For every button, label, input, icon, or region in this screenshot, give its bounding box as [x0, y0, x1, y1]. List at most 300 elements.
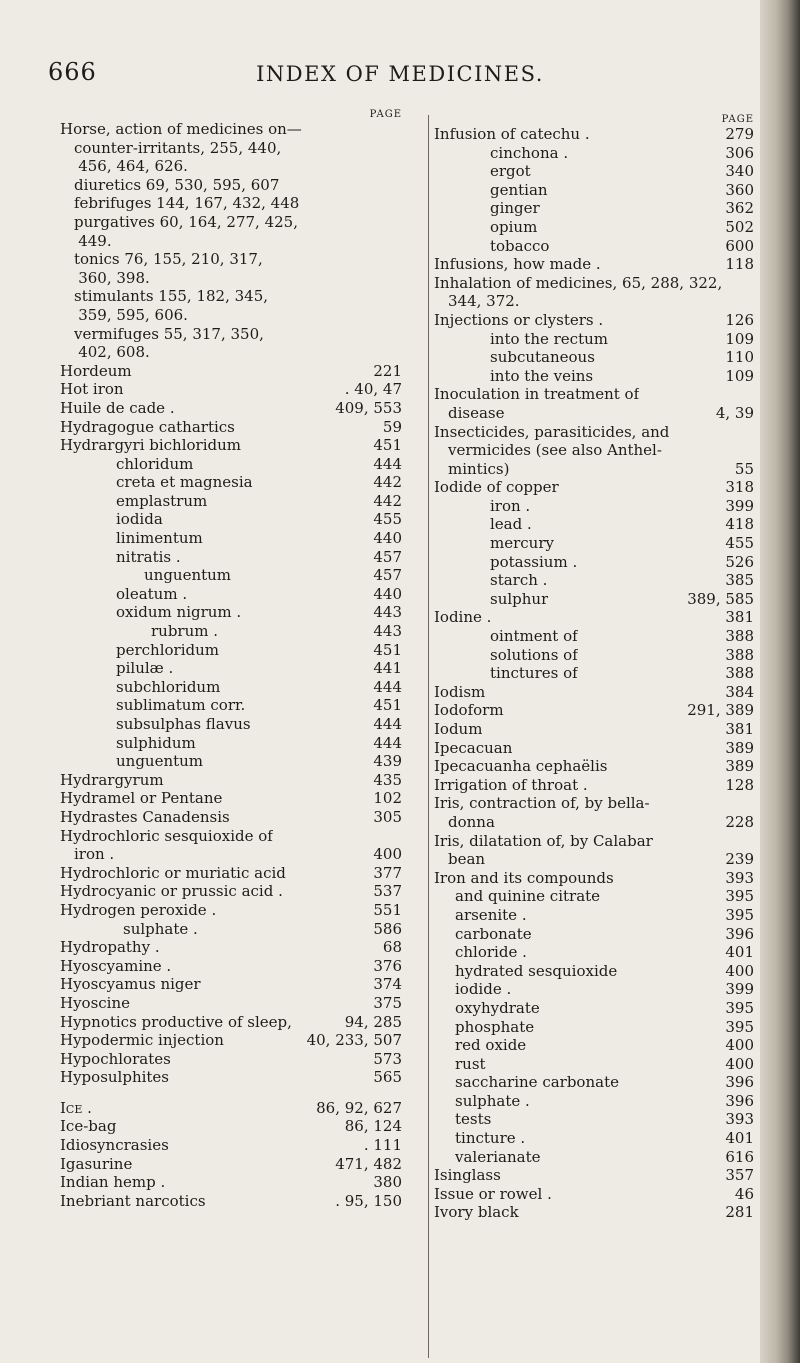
- entry-pages: 374: [373, 975, 402, 994]
- index-entry: [60, 287, 402, 306]
- entry-pages: 444: [373, 677, 402, 696]
- entry-pages: 239: [725, 850, 754, 869]
- entry-term: unguentum: [144, 566, 232, 585]
- entry-pages: 357: [725, 1166, 754, 1185]
- entry-pages: 389: [725, 757, 754, 776]
- entry-pages: 221: [373, 361, 402, 380]
- page-column-label: PAGE: [721, 114, 754, 125]
- entry-term: Iron and its compounds: [434, 868, 614, 887]
- entry-pages: 565: [373, 1068, 402, 1087]
- index-entry: [60, 306, 402, 325]
- entry-pages: 526: [725, 552, 754, 571]
- index-entry: [60, 1173, 402, 1192]
- entry-term: iron .: [490, 496, 531, 515]
- entry-term: Hydrargyri bichloridum: [60, 436, 241, 455]
- entry-pages: 393: [725, 1110, 754, 1129]
- index-entry: [434, 1110, 754, 1129]
- entry-pages: . 40, 47: [344, 380, 402, 399]
- entry-term: Injections or clysters .: [434, 310, 604, 329]
- index-entry: [434, 962, 754, 981]
- index-entry: [60, 994, 402, 1013]
- index-entry: [434, 925, 754, 944]
- index-entry: [434, 125, 754, 144]
- entry-term: and quinine citrate: [455, 887, 601, 906]
- entry-pages: 86, 92, 627: [316, 1098, 402, 1117]
- index-entry: [60, 659, 402, 678]
- entry-pages: . 95, 150: [335, 1191, 402, 1210]
- entry-pages: 102: [373, 789, 402, 808]
- index-entry: [434, 441, 754, 460]
- entry-term: counter-irritants, 255, 440,: [74, 138, 282, 157]
- index-entry: [434, 1129, 754, 1148]
- index-entry: [434, 794, 754, 813]
- entry-pages: 388: [725, 664, 754, 683]
- entry-term: Inoculation in treatment of: [434, 385, 640, 404]
- entry-pages: 396: [725, 1073, 754, 1092]
- entry-term: Ivory black: [434, 1203, 519, 1222]
- entry-pages: 443: [373, 622, 402, 641]
- entry-term: Infusion of catechu .: [434, 125, 590, 143]
- entry-term: Inebriant narcotics: [60, 1191, 206, 1210]
- entry-term: Irrigation of throat .: [434, 775, 588, 794]
- index-entry: [60, 920, 402, 939]
- entry-term: sulphate .: [123, 919, 198, 938]
- index-entry: [60, 882, 402, 901]
- entry-pages: 395: [725, 905, 754, 924]
- index-entries-right: [434, 125, 754, 1222]
- index-entry: [60, 808, 402, 827]
- index-entry: [434, 237, 754, 256]
- entry-term: bean: [448, 850, 486, 869]
- index-entry: [60, 734, 402, 753]
- entry-pages: 400: [725, 961, 754, 980]
- entry-pages: 439: [373, 752, 402, 771]
- index-entry: [60, 250, 402, 269]
- entry-pages: 46: [734, 1184, 754, 1203]
- index-entry: [434, 553, 754, 572]
- index-entry: [60, 232, 402, 251]
- entry-pages: 228: [725, 812, 754, 831]
- entry-term: Hydrochloric or muriatic acid: [60, 863, 286, 882]
- index-entry: [60, 603, 402, 622]
- entry-pages: 377: [373, 863, 402, 882]
- entry-term: linimentum: [116, 529, 203, 548]
- index-entry: [60, 269, 402, 288]
- index-entry: [60, 957, 402, 976]
- index-entry: [434, 571, 754, 590]
- entry-term: solutions of: [490, 645, 578, 664]
- entry-pages: 418: [725, 515, 754, 534]
- entry-term: Iris, contraction of, by bella-: [434, 794, 650, 813]
- entry-pages: 455: [725, 534, 754, 553]
- entry-pages: 443: [373, 603, 402, 622]
- index-entry: [434, 720, 754, 739]
- entry-term: into the rectum: [490, 329, 608, 348]
- entry-term: tests: [455, 1110, 492, 1129]
- index-entry: [434, 274, 754, 293]
- index-entry: [434, 1073, 754, 1092]
- entry-pages: 616: [725, 1147, 754, 1166]
- entry-term: rubrum .: [151, 622, 219, 641]
- entry-pages: 395: [725, 998, 754, 1017]
- entry-term: sulphate .: [455, 1091, 530, 1110]
- index-entry: [434, 608, 754, 627]
- index-entry: [60, 1050, 402, 1069]
- entry-term: Hydrogen peroxide .: [60, 900, 217, 919]
- entry-pages: 55: [734, 459, 754, 478]
- index-entry: [60, 343, 402, 362]
- entry-term: subcutaneous: [490, 348, 595, 367]
- index-entries-left: [60, 120, 402, 1210]
- entry-term: Ice .: [60, 1098, 92, 1117]
- index-entry: [434, 199, 754, 218]
- index-entry: [434, 683, 754, 702]
- index-entry: [60, 548, 402, 567]
- index-entry: [434, 497, 754, 516]
- index-entry: [434, 701, 754, 720]
- index-entry: [60, 938, 402, 957]
- entry-term: mintics): [448, 459, 510, 478]
- entry-term: Inhalation of medicines, 65, 288, 322,: [434, 273, 723, 292]
- index-entry: [434, 1203, 754, 1222]
- entry-pages: 444: [373, 715, 402, 733]
- entry-pages: 393: [725, 868, 754, 887]
- entry-term: into the veins: [490, 366, 594, 385]
- index-entry: [60, 864, 402, 883]
- entry-term: Hyoscyamine .: [60, 956, 172, 975]
- index-entry: [60, 325, 402, 344]
- entry-pages: 118: [725, 255, 754, 274]
- entry-term: unguentum: [116, 752, 204, 771]
- entry-pages: 586: [373, 919, 402, 938]
- entry-term: Igasurine: [60, 1154, 133, 1173]
- index-entry: [60, 715, 402, 734]
- index-entry: [434, 218, 754, 237]
- entry-term: Hyoscyamus niger: [60, 975, 201, 994]
- index-entry: [60, 1192, 402, 1211]
- index-entry: [60, 157, 402, 176]
- index-entry: [434, 739, 754, 758]
- index-entry: [60, 436, 402, 455]
- page-column-label: PAGE: [369, 109, 402, 120]
- entry-term: purgatives 60, 164, 277, 425,: [74, 212, 298, 231]
- index-entry: [60, 752, 402, 771]
- entry-term: vermifuges 55, 317, 350,: [74, 324, 264, 343]
- index-entry: [434, 776, 754, 795]
- index-entry: [60, 529, 402, 548]
- entry-term: Indian hemp .: [60, 1173, 166, 1192]
- entry-pages: 401: [725, 1129, 754, 1148]
- index-entry: [434, 292, 754, 311]
- entry-term: starch .: [490, 571, 548, 590]
- entry-term: Huile de cade .: [60, 398, 175, 417]
- entry-pages: 375: [373, 993, 402, 1012]
- index-entry: [434, 887, 754, 906]
- index-entry: [434, 478, 754, 497]
- index-entry: [60, 641, 402, 660]
- index-entry: [434, 423, 754, 442]
- index-entry: [434, 627, 754, 646]
- index-entry: [60, 194, 402, 213]
- index-entry: [434, 515, 754, 534]
- entry-term: ginger: [490, 199, 540, 218]
- entry-term: subsulphas flavus: [116, 715, 251, 733]
- entry-term: 360, 398.: [78, 268, 150, 287]
- section-gap: [60, 1087, 402, 1099]
- entry-pages: 40, 233, 507: [306, 1031, 402, 1050]
- index-entry: [434, 404, 754, 423]
- entry-pages: 94, 285: [344, 1012, 402, 1031]
- entry-pages: 444: [373, 733, 402, 752]
- entry-term: gentian: [490, 180, 548, 199]
- entry-term: red oxide: [455, 1036, 527, 1055]
- entry-term: emplastrum: [116, 491, 208, 510]
- index-entry: [60, 455, 402, 474]
- entry-term: subchloridum: [116, 677, 221, 696]
- entry-pages: 362: [725, 199, 754, 218]
- entry-term: chloride .: [455, 943, 527, 962]
- entry-term: febrifuges 144, 167, 432, 448: [74, 194, 300, 213]
- index-entry: [60, 120, 402, 139]
- entry-term: Horse, action of medicines on—: [60, 120, 302, 138]
- index-entry: [60, 418, 402, 437]
- entry-term: tincture .: [455, 1129, 526, 1148]
- entry-pages: 4, 39: [715, 403, 754, 422]
- index-entry: [434, 1092, 754, 1111]
- entry-pages: 409, 553: [335, 398, 402, 417]
- entry-pages: 109: [725, 329, 754, 348]
- entry-pages: 537: [373, 882, 402, 901]
- entry-term: rust: [455, 1054, 486, 1073]
- index-entry: [60, 492, 402, 511]
- entry-term: cinchona .: [490, 143, 569, 162]
- entry-term: valerianate: [455, 1147, 541, 1166]
- index-entry: [434, 311, 754, 330]
- index-entry: [434, 943, 754, 962]
- entry-pages: 68: [382, 938, 402, 957]
- entry-term: Iodine .: [434, 608, 492, 627]
- entry-pages: 388: [725, 645, 754, 664]
- entry-term: oxyhydrate: [455, 998, 540, 1017]
- index-entry: [434, 255, 754, 274]
- entry-term: Hydramel or Pentane: [60, 789, 223, 808]
- index-entry: [60, 1013, 402, 1032]
- index-entry: [434, 385, 754, 404]
- entry-term: sublimatum corr.: [116, 696, 246, 715]
- entry-pages: 440: [373, 529, 402, 548]
- entry-term: Ipecacuan: [434, 738, 513, 757]
- index-entry: [60, 176, 402, 195]
- index-column-left: [60, 110, 402, 1210]
- index-entry: [60, 139, 402, 158]
- entry-pages: 444: [373, 454, 402, 473]
- entry-term: chloridum: [116, 454, 194, 473]
- index-entry: [60, 566, 402, 585]
- entry-term: Ipecacuanha cephaëlis: [434, 757, 608, 776]
- entry-pages: 502: [725, 217, 754, 236]
- index-entry: [434, 757, 754, 776]
- entry-pages: 435: [373, 770, 402, 789]
- index-entry: [434, 330, 754, 349]
- index-entry: [434, 1018, 754, 1037]
- index-entry: [60, 827, 402, 846]
- entry-term: carbonate: [455, 924, 532, 943]
- entry-term: arsenite .: [455, 905, 527, 924]
- entry-pages: 381: [725, 608, 754, 627]
- entry-term: donna: [448, 812, 495, 831]
- entry-term: Iris, dilatation of, by Calabar: [434, 831, 653, 850]
- index-entry: [60, 1155, 402, 1174]
- index-entry: [434, 181, 754, 200]
- index-entry: [434, 664, 754, 683]
- page-title: INDEX OF MEDICINES.: [256, 62, 544, 86]
- entry-term: Hypodermic injection: [60, 1031, 224, 1050]
- index-entry: [60, 845, 402, 864]
- entry-term: perchloridum: [116, 640, 219, 659]
- entry-pages: 305: [373, 807, 402, 826]
- index-entry: [60, 975, 402, 994]
- page-number: 666: [48, 58, 97, 86]
- entry-term: 344, 372.: [448, 292, 520, 311]
- entry-pages: 451: [373, 696, 402, 715]
- entry-term: Hydragogue cathartics: [60, 417, 235, 436]
- entry-term: lead .: [490, 515, 532, 534]
- entry-pages: 376: [373, 956, 402, 975]
- entry-term: 402, 608.: [78, 343, 150, 362]
- entry-term: sulphur: [490, 589, 549, 608]
- index-entry: [434, 144, 754, 163]
- entry-term: Iodide of copper: [434, 478, 559, 497]
- index-entry: [60, 678, 402, 697]
- entry-term: tinctures of: [490, 664, 578, 683]
- entry-term: Hordeum: [60, 361, 132, 380]
- index-entry: [60, 380, 402, 399]
- entry-pages: 318: [725, 478, 754, 497]
- index-entry: [60, 473, 402, 492]
- index-entry: [434, 1036, 754, 1055]
- entry-pages: 400: [725, 1054, 754, 1073]
- index-entry: [434, 813, 754, 832]
- entry-pages: 400: [725, 1036, 754, 1055]
- index-entry: [60, 399, 402, 418]
- entry-term: oleatum .: [116, 584, 188, 603]
- entry-term: iodide .: [455, 980, 512, 999]
- index-entry: [60, 1136, 402, 1155]
- entry-pages: 551: [373, 900, 402, 919]
- entry-pages: 395: [725, 887, 754, 906]
- entry-pages: 389: [725, 738, 754, 757]
- index-entry: [434, 367, 754, 386]
- entry-pages: 401: [725, 943, 754, 962]
- entry-pages: 109: [725, 366, 754, 385]
- entry-pages: 442: [373, 473, 402, 492]
- entry-term: iron .: [74, 845, 115, 864]
- entry-term: nitratis .: [116, 547, 181, 566]
- entry-pages: 306: [725, 143, 754, 162]
- index-entry: [60, 510, 402, 529]
- entry-pages: 86, 124: [344, 1117, 402, 1136]
- entry-term: Iodoform: [434, 701, 504, 720]
- entry-term: Hydrargyrum: [60, 770, 164, 789]
- entry-pages: 389, 585: [687, 589, 754, 608]
- entry-term: phosphate: [455, 1017, 535, 1036]
- entry-term: Iodism: [434, 682, 486, 701]
- index-entry: [434, 850, 754, 869]
- index-entry: [434, 460, 754, 479]
- index-entry: [60, 901, 402, 920]
- entry-term: Hot iron: [60, 380, 124, 399]
- entry-term: vermicides (see also Anthel-: [448, 441, 662, 460]
- entry-term: disease: [448, 403, 505, 422]
- entry-term: Hypochlorates: [60, 1049, 171, 1068]
- entry-term: Hydrocyanic or prussic acid .: [60, 882, 283, 901]
- entry-term: Idiosyncrasies: [60, 1136, 169, 1155]
- entry-pages: 457: [373, 566, 402, 585]
- entry-term: sulphidum: [116, 733, 196, 752]
- entry-term: Hyposulphites: [60, 1068, 170, 1087]
- entry-pages: 573: [373, 1049, 402, 1068]
- entry-term: creta et magnesia: [116, 473, 253, 492]
- entry-term: Hydrochloric sesquioxide of: [60, 826, 273, 845]
- index-entry: [434, 1148, 754, 1167]
- entry-pages: 441: [373, 659, 402, 678]
- index-entry: [434, 980, 754, 999]
- entry-pages: 396: [725, 1091, 754, 1110]
- entry-pages: 385: [725, 571, 754, 590]
- entry-pages: 281: [725, 1203, 754, 1222]
- entry-term: mercury: [490, 534, 554, 553]
- entry-term: ointment of: [490, 627, 578, 646]
- entry-term: Hydropathy .: [60, 938, 160, 957]
- entry-term: pilulæ .: [116, 659, 174, 678]
- index-column-right: [428, 115, 754, 1358]
- entry-term: Isinglass: [434, 1166, 501, 1185]
- entry-pages: 128: [725, 775, 754, 794]
- entry-pages: 440: [373, 584, 402, 603]
- book-spine-shadow: [760, 0, 800, 1363]
- entry-term: potassium .: [490, 552, 578, 571]
- index-entry: [60, 1117, 402, 1136]
- entry-term: Insecticides, parasiticides, and: [434, 422, 670, 441]
- index-entry: [60, 1031, 402, 1050]
- index-entry: [60, 789, 402, 808]
- entry-pages: 110: [725, 348, 754, 367]
- entry-term: stimulants 155, 182, 345,: [74, 287, 269, 306]
- entry-pages: 455: [373, 510, 402, 529]
- entry-term: Iodum: [434, 720, 483, 738]
- entry-term: Hydrastes Canadensis: [60, 807, 230, 826]
- index-entry: [434, 1055, 754, 1074]
- entry-pages: 451: [373, 436, 402, 455]
- entry-pages: 471, 482: [335, 1154, 402, 1173]
- entry-term: hydrated sesquioxide: [455, 961, 618, 980]
- index-entry: [434, 869, 754, 888]
- entry-term: tobacco: [490, 236, 550, 255]
- entry-pages: 399: [725, 980, 754, 999]
- entry-pages: 59: [382, 417, 402, 436]
- entry-term: 449.: [78, 231, 112, 250]
- index-entry: [434, 832, 754, 851]
- entry-pages: 360: [725, 180, 754, 199]
- entry-term: Hypnotics productive of sleep,: [60, 1012, 292, 1031]
- index-entry: [434, 906, 754, 925]
- entry-pages: 400: [373, 845, 402, 864]
- entry-pages: 399: [725, 496, 754, 515]
- entry-pages: 451: [373, 640, 402, 659]
- index-entry: [434, 162, 754, 181]
- entry-pages: 388: [725, 627, 754, 646]
- entry-term: opium: [490, 217, 538, 236]
